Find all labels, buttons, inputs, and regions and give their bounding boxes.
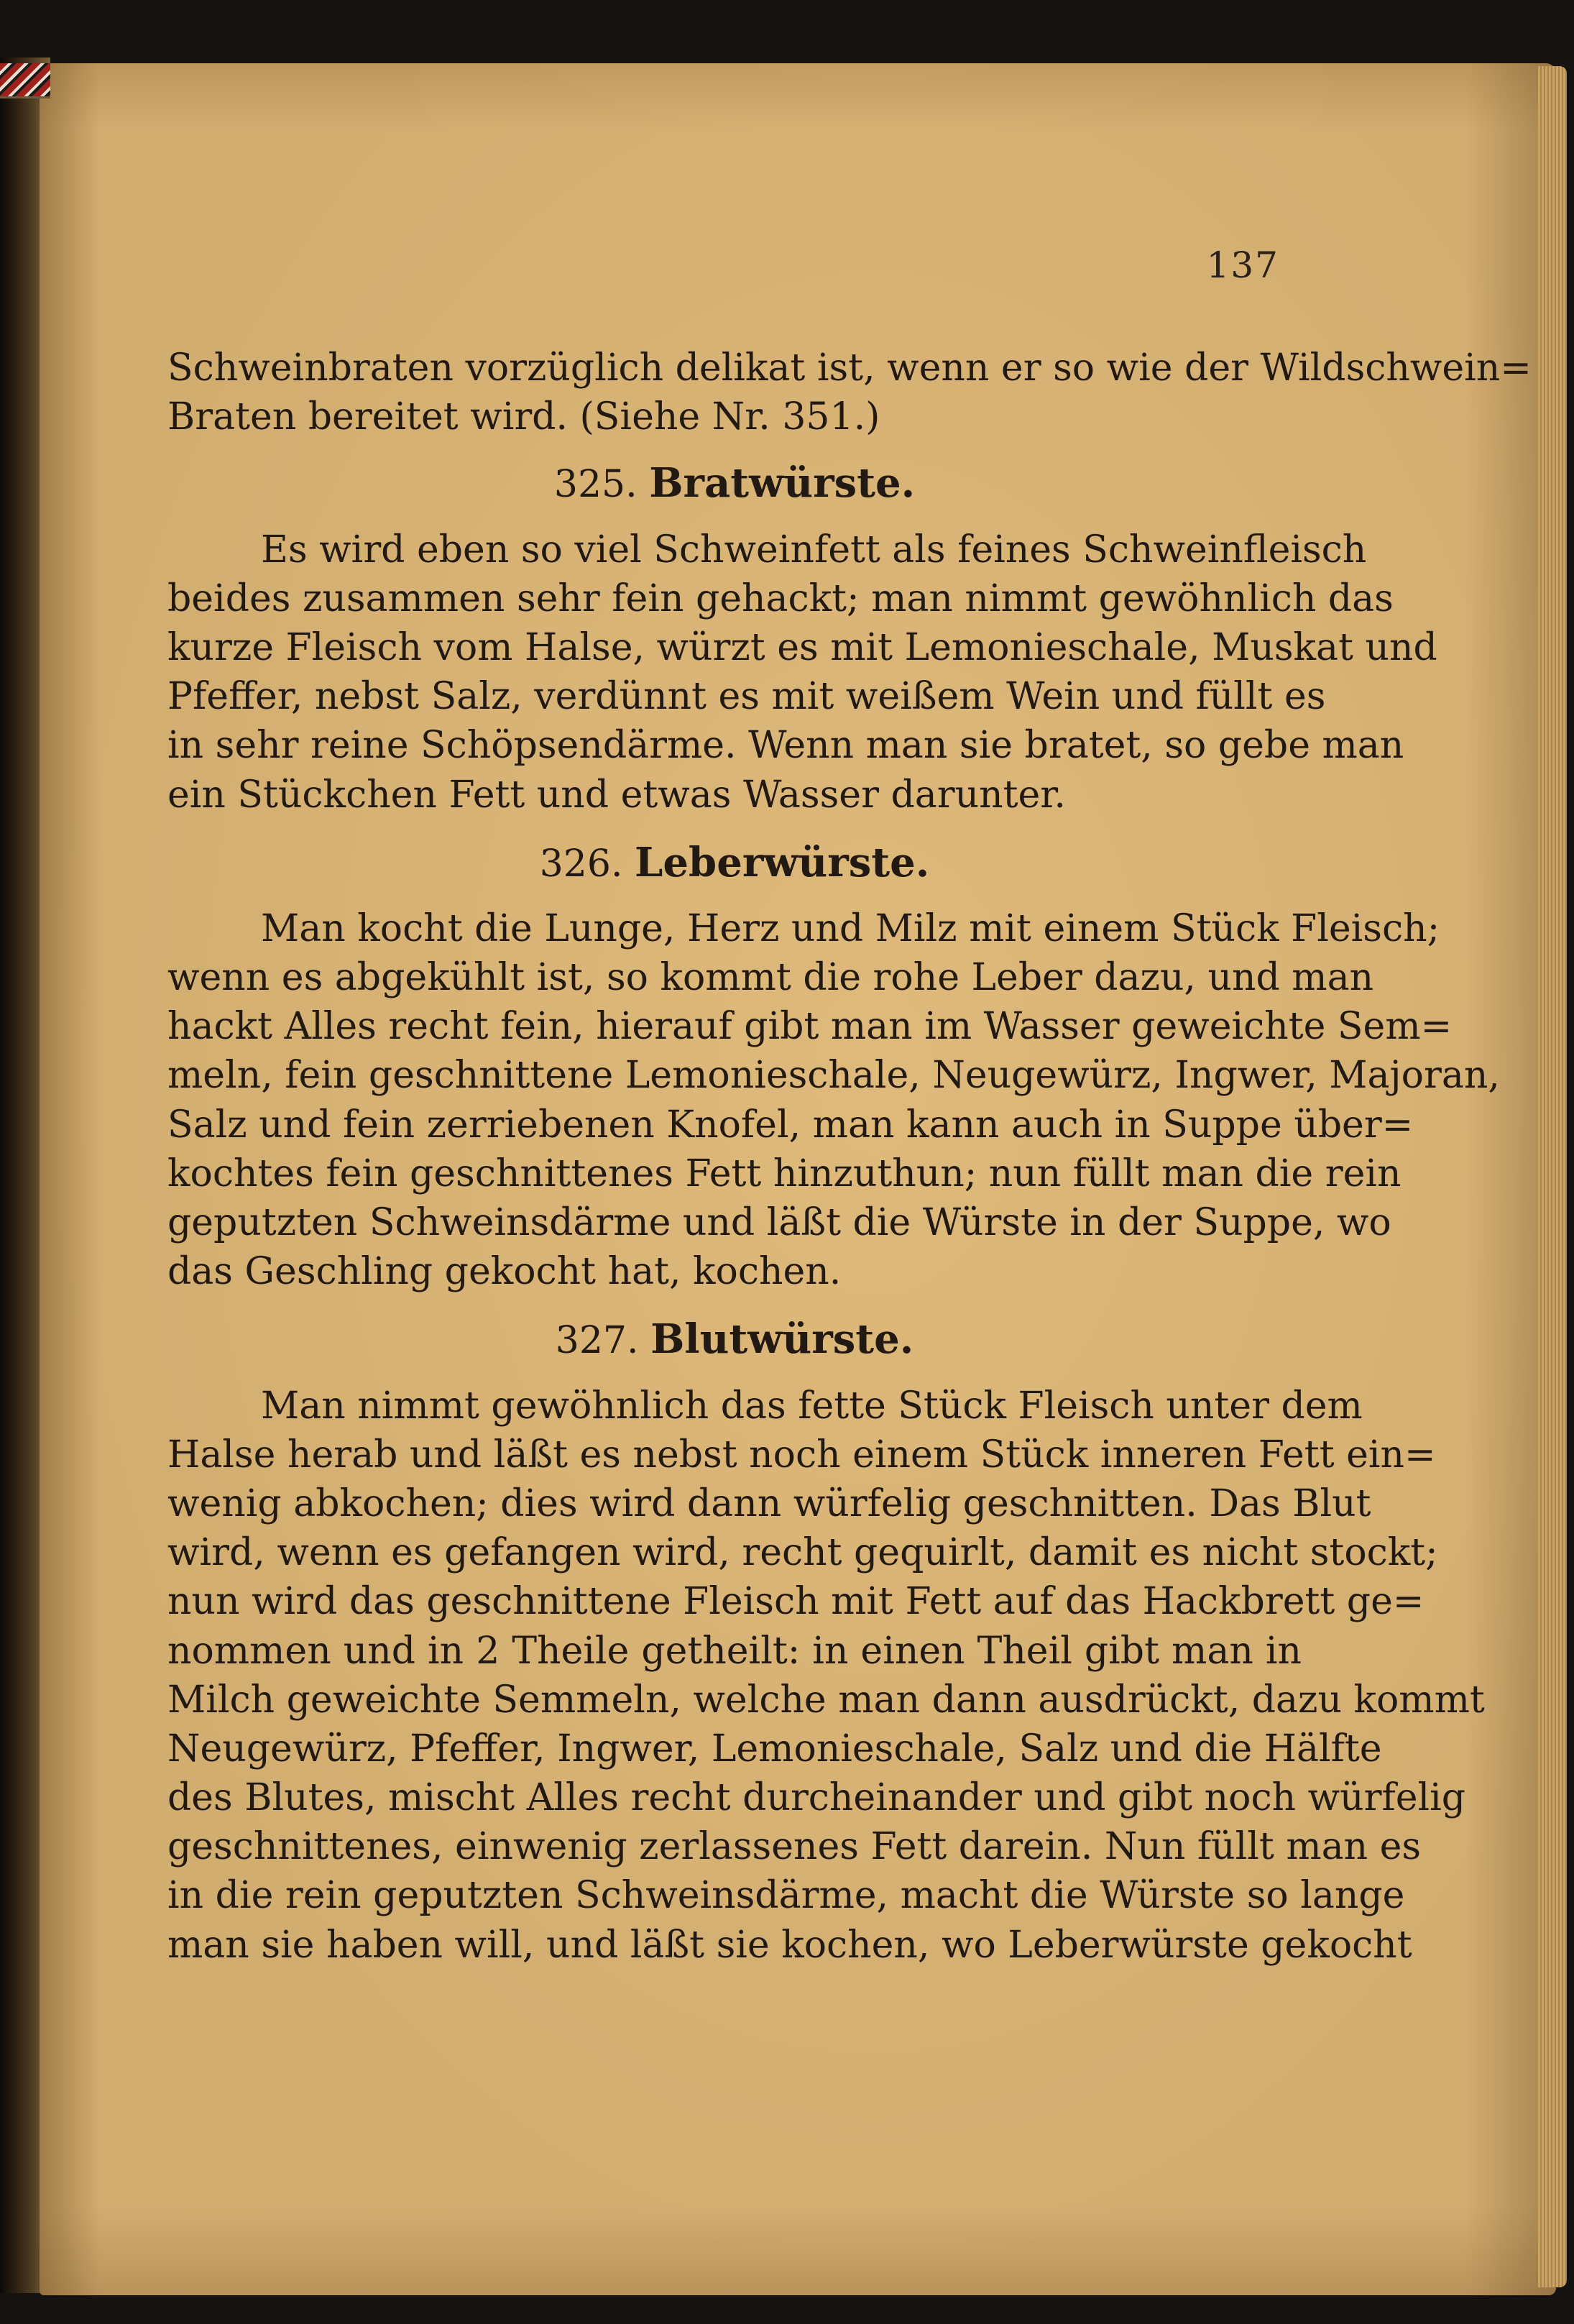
text-line: meln, fein geschnittene Lemonieschale, Neugewürz, Ingwer, Majoran, xyxy=(167,1054,1500,1098)
text-line: in die rein geputzten Schweinsdärme, macht die Würste so lange xyxy=(167,1874,1405,1918)
text-line: kochtes fein geschnittenes Fett hinzuthun; nun füllt man die rein xyxy=(167,1152,1402,1195)
text-line: in sehr reine Schöpsendärme. Wenn man sie bratet, so gebe man xyxy=(167,724,1404,768)
section-heading-327 xyxy=(167,1315,1302,1364)
bookmark-ribbon xyxy=(0,63,50,98)
text-line: Neugewürz, Pfeffer, Ingwer, Lemonieschale, Salz und die Hälfte xyxy=(167,1727,1382,1770)
text-line: Pfeffer, nebst Salz, verdünnt es mit weißem Wein und füllt es xyxy=(167,675,1326,719)
text-line: Halse herab und läßt es nebst noch einem Stück inneren Fett ein= xyxy=(167,1433,1436,1476)
text-line: hackt Alles recht fein, hierauf gibt man im Wasser geweichte Sem= xyxy=(167,1005,1453,1049)
text-line: wird, wenn es gefangen wird, recht gequirlt, damit es nicht stockt; xyxy=(167,1531,1438,1575)
section-number: 327. xyxy=(555,1319,639,1363)
text-line: Man nimmt gewöhnlich das fette Stück Fleisch unter dem xyxy=(261,1384,1363,1428)
section-title: Leberwürste. xyxy=(635,838,930,886)
text-line: Braten bereitet wird. (Siehe Nr. 351.) xyxy=(167,395,880,439)
text-line: wenn es abgekühlt ist, so kommt die rohe Leber dazu, und man xyxy=(167,956,1374,1000)
text-line: Es wird eben so viel Schweinfett als feines Schweinfleisch xyxy=(261,528,1367,571)
text-line: Schweinbraten vorzüglich delikat ist, wenn er so wie der Wildschwein= xyxy=(167,346,1532,390)
text-line: nommen und in 2 Theile getheilt: in einen Theil gibt man in xyxy=(167,1629,1302,1673)
text-line: das Geschling gekocht hat, kochen. xyxy=(167,1250,842,1294)
text-line: des Blutes, mischt Alles recht durcheinander und gibt noch würfelig xyxy=(167,1776,1466,1820)
page-text xyxy=(167,344,1532,1970)
text-line: kurze Fleisch vom Halse, würzt es mit Lemonieschale, Muskat und xyxy=(167,625,1437,669)
section-title: Blutwürste. xyxy=(650,1315,914,1364)
text-line: Man kocht die Lunge, Herz und Milz mit einem Stück Fleisch; xyxy=(261,906,1440,950)
text-line: Milch geweichte Semmeln, welche man dann ausdrückt, dazu kommt xyxy=(167,1678,1485,1722)
section-heading-325 xyxy=(167,459,1302,507)
text-line: ein Stückchen Fett und etwas Wasser darunter. xyxy=(167,773,1066,817)
text-line: geputzten Schweinsdärme und läßt die Würste in der Suppe, wo xyxy=(167,1201,1391,1244)
page-fore-edge xyxy=(1538,66,1567,2287)
text-line: man sie haben will, und läßt sie kochen, wo Leberwürste gekocht xyxy=(167,1923,1412,1967)
text-line: Salz und fein zerriebenen Knofel, man kann auch in Suppe über= xyxy=(167,1103,1414,1147)
section-number: 325. xyxy=(553,463,638,507)
page-number: 137 xyxy=(1206,244,1279,286)
text-line: beides zusammen sehr fein gehackt; man nimmt gewöhnlich das xyxy=(167,577,1394,620)
text-line: wenig abkochen; dies wird dann würfelig geschnitten. Das Blut xyxy=(167,1482,1371,1525)
section-heading-326 xyxy=(167,838,1302,887)
section-number: 326. xyxy=(539,842,623,886)
text-line: geschnittenes, einwenig zerlassenes Fett darein. Nun füllt man es xyxy=(167,1825,1422,1869)
section-title: Bratwürste. xyxy=(649,459,916,507)
text-line: nun wird das geschnittene Fleisch mit Fett auf das Hackbrett ge= xyxy=(167,1580,1425,1624)
